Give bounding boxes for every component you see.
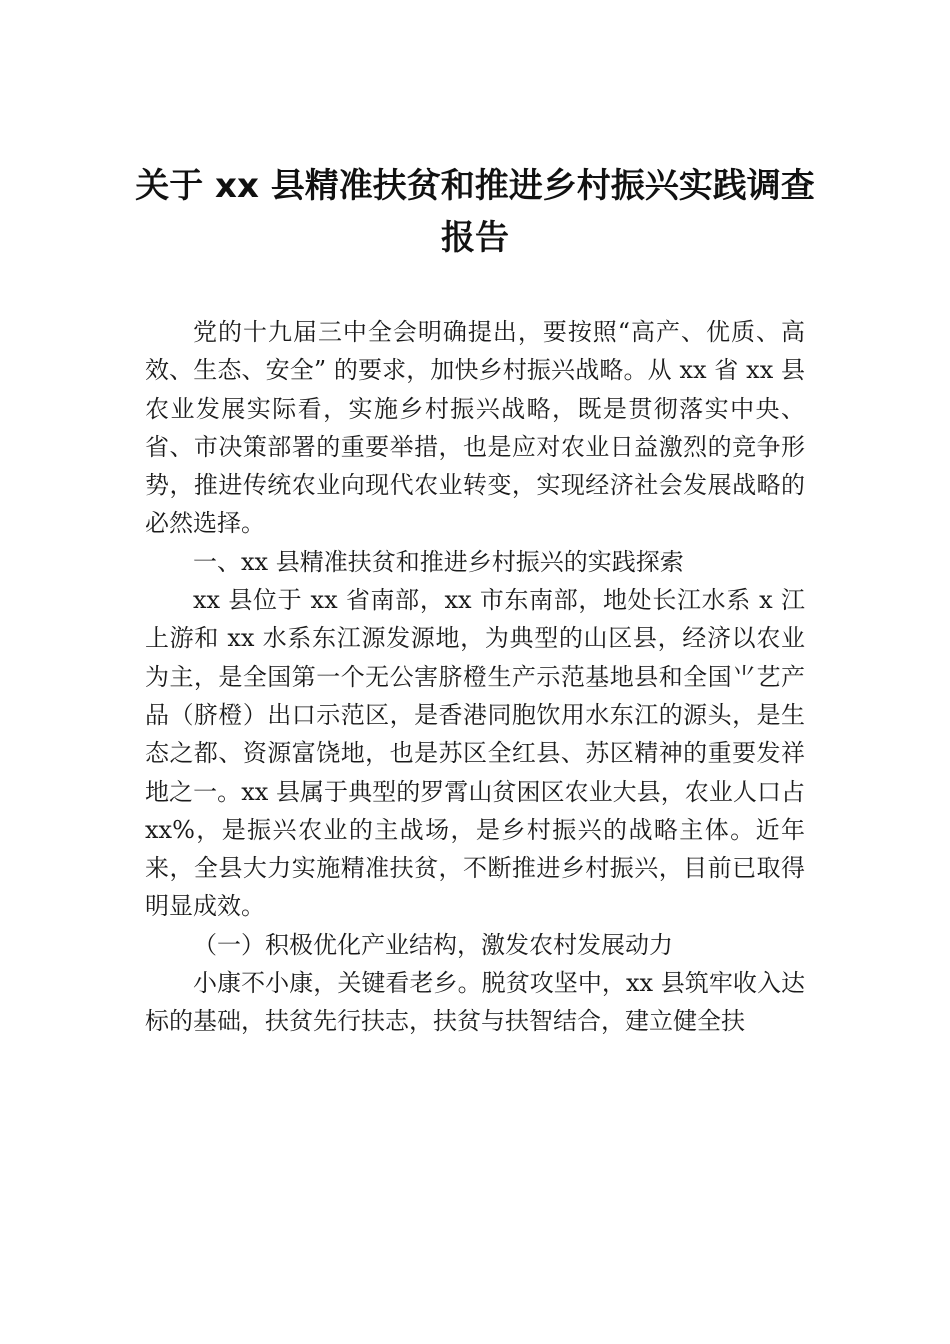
document-body [145, 313, 805, 1041]
paragraph-xiaokang: 小康不小康，关键看老乡。脱贫攻坚中，xx 县筑牢收入达标的基础，扶贫先行扶志，扶贫与扶智结合，建立健全扶 [145, 969, 805, 1036]
subsection-heading-1: （一）积极优化产业结构，激发农村发展动力 [193, 930, 673, 959]
paragraph-intro: 党的十九届三中全会明确提出，要按照“高产、优质、高效、生态、安全” 的要求，加快乡村振兴战略。从 xx 省 xx 县农业发展实际看，实施乡村振兴战略，既是贯彻落实中央、省、市决策部署的重要举措，也是应对农业日益激烈的竞争形势，推进传统农业向现代农业转变，实现经济社会发展战略的必然选择。 [145, 318, 805, 538]
section-heading-1: 一、xx 县精准扶贫和推进乡村振兴的实践探索 [193, 547, 684, 576]
document-title: 关于 xx 县精准扶贫和推进乡村振兴实践调查报告 [135, 166, 815, 258]
paragraph-county-overview: xx 县位于 xx 省南部，xx 市东南部，地处长江水系 x 江上游和 xx 水系东江源发源地，为典型的山区县，经济以农业为主，是全国第一个无公害脐橙生产示范基地县和全国⺌艺产品（脐橙）出口示范区，是香港同胞饮用水东江的源头，是生态之都、资源富饶地，也是苏区全红县、苏区精神的重要发祥地之一。xx 县属于典型的罗霄山贫困区农业大县，农业人口占 xx%，是振兴农业的主战场，是乡村振兴的战略主体。近年来，全县大力实施精准扶贫，不断推进乡村振兴，目前已取得明显成效。 [145, 586, 805, 921]
